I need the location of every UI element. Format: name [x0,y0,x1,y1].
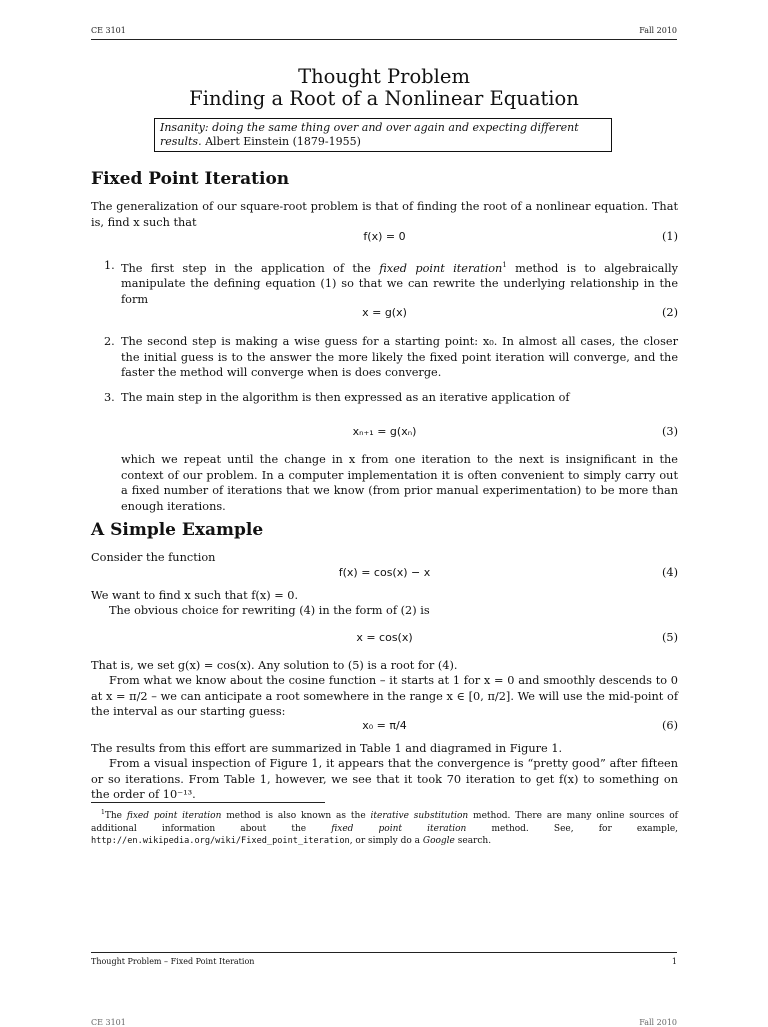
paragraph-rewriting: The obvious choice for rewriting (4) in the form of (2) is [109,604,430,617]
equation-3 [91,425,678,441]
footer-title: Thought Problem – Fixed Point Iteration [91,957,255,966]
section-heading-simple-example: A Simple Example [91,520,264,540]
equation-4-math: f(x) = cos(x) − x [338,566,431,579]
title-line-2: Finding a Root of a Nonlinear Equation [189,87,579,110]
equation-4 [91,566,678,582]
footer-rule [91,952,677,953]
next-page-term: Fall 2010 [639,1018,677,1027]
equation-6 [91,719,678,735]
list-item-1-text-b: method is to algebraically manipulate the defining equation (1) so that we can rewrite the underlying relationship in the form [121,261,678,306]
footnote-link[interactable]: http://en.wikipedia.org/wiki/Fixed_point_iteration [91,836,350,846]
list-number: 3. [104,391,115,404]
equation-3-number: (3) [661,425,678,438]
footnote-text: method. See, for example, [466,823,679,834]
equation-6-number: (6) [661,719,678,732]
page-title [91,66,677,110]
list-item-1-text-a: The first step in the application of the [121,261,380,275]
footnote-emphasis: fixed point iteration [126,811,222,821]
list-item-2-text: The second step is making a wise guess for a starting point: x₀. In almost all cases, the closer the initial guess is to the answer the more likely the fixed point iteration will converge, and the faster the method will converge when is does converge. [121,335,678,379]
equation-4-number: (4) [661,566,678,579]
paragraph-convergence: From a visual inspection of Figure 1, it appears that the convergence is “pretty good” after fifteen or so iterations. From Table 1, however, we see that it took 70 iteration to get f(x) to something on the order of 10⁻¹³. [91,757,678,801]
next-page-course: CE 3101 [91,1018,126,1027]
footnote-text: method is also known as the [221,811,371,821]
header-rule [91,39,677,40]
footnote-text: , or simply do a [349,836,423,846]
footnote-text: search. [454,836,492,846]
equation-5 [91,631,678,647]
footnote-rule [91,802,325,803]
header-term: Fall 2010 [639,26,677,35]
footnote-text: The [104,811,127,821]
list-number: 1. [104,259,115,272]
footnote-emphasis: fixed point iteration [331,823,467,834]
paragraph-set-g: That is, we set g(x) = cos(x). Any solution to (5) is a root for (4). [91,659,458,672]
paragraph-intro: The generalization of our square-root problem is that of finding the root of a nonlinear equation. That is, find x such that [91,200,678,229]
title-line-1: Thought Problem [298,65,470,88]
paragraph-find-root: We want to find x such that f(x) = 0. [91,589,299,602]
equation-2-math: x = g(x) [362,306,407,319]
section-heading-fixed-point: Fixed Point Iteration [91,169,290,189]
list-item-1-emphasis: fixed point iteration [379,261,503,275]
footnote-emphasis: iterative substitution [370,811,469,821]
equation-1-math: f(x) = 0 [363,230,406,243]
page-number: 1 [671,957,677,966]
paragraph-cosine: From what we know about the cosine function – it starts at 1 for x = 0 and smoothly descends to 0 at x = π/2 – we can anticipate a root somewhere in the range x ∈ [0, π/2]. We will use the mid-point of the interval as our starting guess: [91,674,678,718]
footnote-1-marker: 1 [101,809,105,816]
quote-text: Insanity: doing the same thing over and over again and expecting different results. [160,121,579,148]
equation-5-number: (5) [661,631,678,644]
footnote-text: method. There are many online sources of additional information about the [91,811,678,834]
list-item-2 [104,334,678,381]
equation-2 [91,306,678,322]
equation-3-math: xₙ₊₁ = g(xₙ) [352,425,417,438]
list-item-3 [104,390,678,406]
equation-5-math: x = cos(x) [356,631,413,644]
equation-6-math: x₀ = π/4 [362,719,407,732]
paragraph-results: The results from this effort are summarized in Table 1 and diagramed in Figure 1. [91,742,563,755]
list-number: 2. [104,335,115,348]
footnote-marker: 1 [502,261,507,269]
epigraph-box [154,118,612,152]
quote-author: Albert Einstein (1879-1955) [201,135,361,148]
equation-1-number: (1) [661,230,678,243]
footnote-emphasis: Google [422,836,455,846]
list-item-3-text: The main step in the algorithm is then expressed as an iterative application of [121,391,570,404]
paragraph-consider: Consider the function [91,551,216,564]
footnote-1 [91,807,678,848]
list-item-1 [104,258,678,307]
list-item-3-continuation: which we repeat until the change in x from one iteration to the next is insignificant in the context of our problem. In a computer implementation it is often convenient to simply carry out a fixed number of iterations that we know (from prior manual experimentation) to be more than enough iterations. [121,453,678,513]
header-course: CE 3101 [91,26,126,35]
equation-1 [91,230,678,246]
equation-2-number: (2) [661,306,678,319]
